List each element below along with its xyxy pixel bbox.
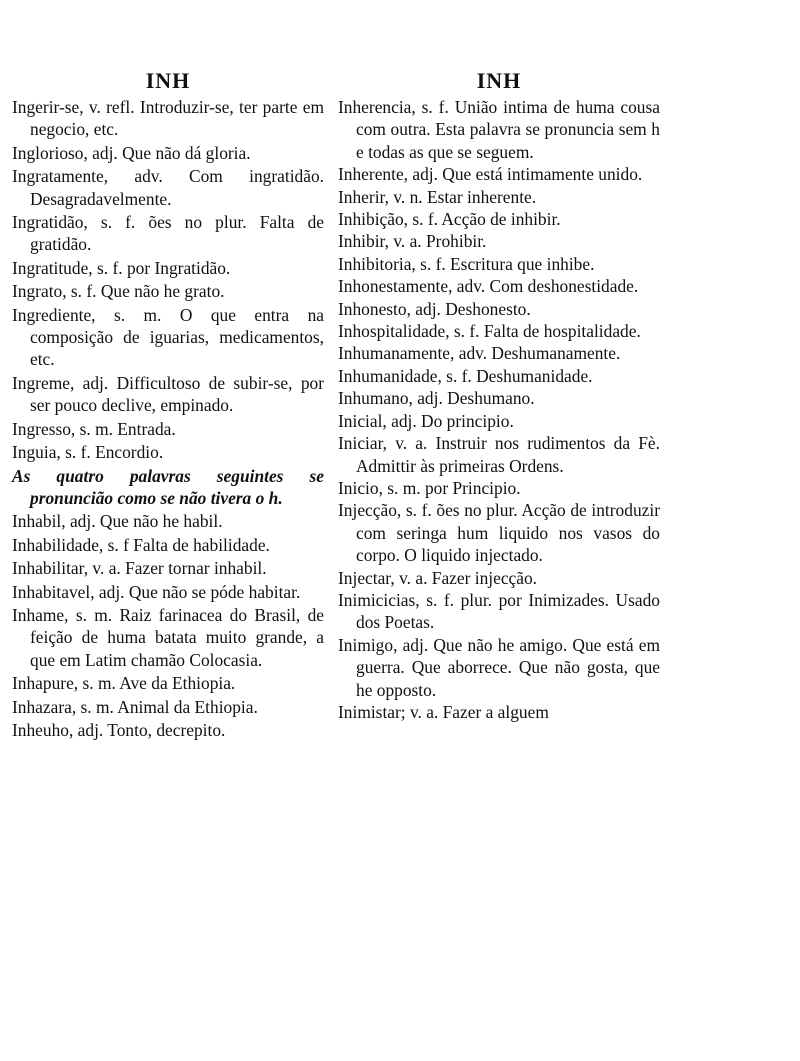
dictionary-entry: Inhabil, adj. Que não he habil.: [12, 511, 223, 532]
dictionary-entry: Inhospitalidade, s. f. Falta de hospitalidade.: [338, 321, 641, 342]
dictionary-entry: Inhibir, v. a. Prohibir.: [338, 231, 487, 252]
dictionary-entry: Ingreme, adj. Difficultoso de subir-se, por ser pouco declive, empinado.: [12, 372, 324, 416]
dictionary-entry: Inimistar; v. a. Fazer a alguem: [338, 701, 549, 722]
dictionary-entry: Inhonestamente, adv. Com deshonestidade.: [338, 276, 639, 297]
dictionary-entry: Ingratidão, s. f. ões no plur. Falta de gratidão.: [12, 212, 324, 255]
left-entry-list: [12, 96, 324, 741]
dictionary-entry: Inhabitavel, adj. Que não se póde habitar.: [12, 581, 301, 602]
dictionary-entry: Injectar, v. a. Fazer injecção.: [338, 567, 538, 588]
dictionary-entry: Ingratitude, s. f. por Ingratidão.: [12, 257, 231, 278]
dictionary-entry: Ingresso, s. m. Entrada.: [12, 418, 176, 439]
dictionary-entry: Inguia, s. f. Encordio.: [12, 442, 164, 463]
dictionary-entry: Inhame, s. m. Raiz farinacea do Brasil, de feição de huma batata muito grande, a que em Latim chamão Colocasia.: [12, 604, 324, 670]
right-column-header: INH: [476, 68, 522, 93]
dictionary-entry: Inhumanamente, adv. Deshumanamente.: [338, 343, 621, 364]
dictionary-entry: Inimicicias, s. f. plur. por Inimizades. Usado dos Poetas.: [338, 589, 660, 633]
dictionary-entry: Inhibitoria, s. f. Escritura que inhibe.: [338, 253, 595, 274]
dictionary-entry: Ingratamente, adv. Com ingratidão. Desagradavelmente.: [12, 166, 324, 209]
right-column: [338, 68, 660, 723]
dictionary-entry: Ingerir-se, v. refl. Introduzir-se, ter parte em negocio, etc.: [12, 97, 324, 140]
dictionary-entry: Iniciar, v. a. Instruir nos rudimentos da Fè. Admittir às primeiras Ordens.: [338, 433, 660, 476]
dictionary-entry: Injecção, s. f. ões no plur. Acção de introduzir com seringa hum liquido nos vasos do corpo. O liquido injectado.: [338, 500, 660, 566]
dictionary-entry: Inicio, s. m. por Principio.: [338, 477, 521, 498]
left-column-header: INH: [145, 68, 191, 93]
dictionary-entry: Ingrato, s. f. Que não he grato.: [12, 281, 225, 302]
dictionary-entry: Inhumano, adj. Deshumano.: [338, 388, 535, 409]
dictionary-entry: Inhabilitar, v. a. Fazer tornar inhabil.: [12, 558, 267, 579]
dictionary-entry: Inglorioso, adj. Que não dá gloria.: [12, 142, 251, 163]
dictionary-entry: Inhonesto, adj. Deshonesto.: [338, 298, 531, 319]
dictionary-entry: Inherencia, s. f. União intima de huma cousa com outra. Esta palavra se pronuncia sem h e todas as que se seguem.: [338, 97, 660, 162]
dictionary-entry: Inhapure, s. m. Ave da Ethiopia.: [12, 673, 236, 694]
dictionary-entry: Inhazara, s. m. Animal da Ethiopia.: [12, 696, 258, 717]
dictionary-entry: Ingrediente, s. m. O que entra na composição de iguarias, medicamentos, etc.: [12, 304, 324, 370]
dictionary-entry: Inhabilidade, s. f Falta de habilidade.: [12, 534, 270, 555]
dictionary-entry: Inheuho, adj. Tonto, decrepito.: [12, 719, 226, 740]
dictionary-entry: Inicial, adj. Do principio.: [338, 410, 514, 431]
dictionary-entry: Inimigo, adj. Que não he amigo. Que está em guerra. Que aborrece. Que não gosta, que he opposto.: [338, 634, 660, 700]
dictionary-entry: Inherir, v. n. Estar inherente.: [338, 186, 537, 207]
dictionary-entry: Inhumanidade, s. f. Deshumanidade.: [338, 365, 593, 386]
dictionary-entry: Inherente, adj. Que está intimamente unido.: [338, 164, 643, 185]
dictionary-entry: Inhibição, s. f. Acção de inhibir.: [338, 209, 561, 230]
left-column: [12, 68, 324, 742]
right-entry-list: [338, 96, 660, 723]
pronunciation-note: As quatro palavras seguintes se pronuncião como se não tivera o h.: [12, 465, 324, 508]
